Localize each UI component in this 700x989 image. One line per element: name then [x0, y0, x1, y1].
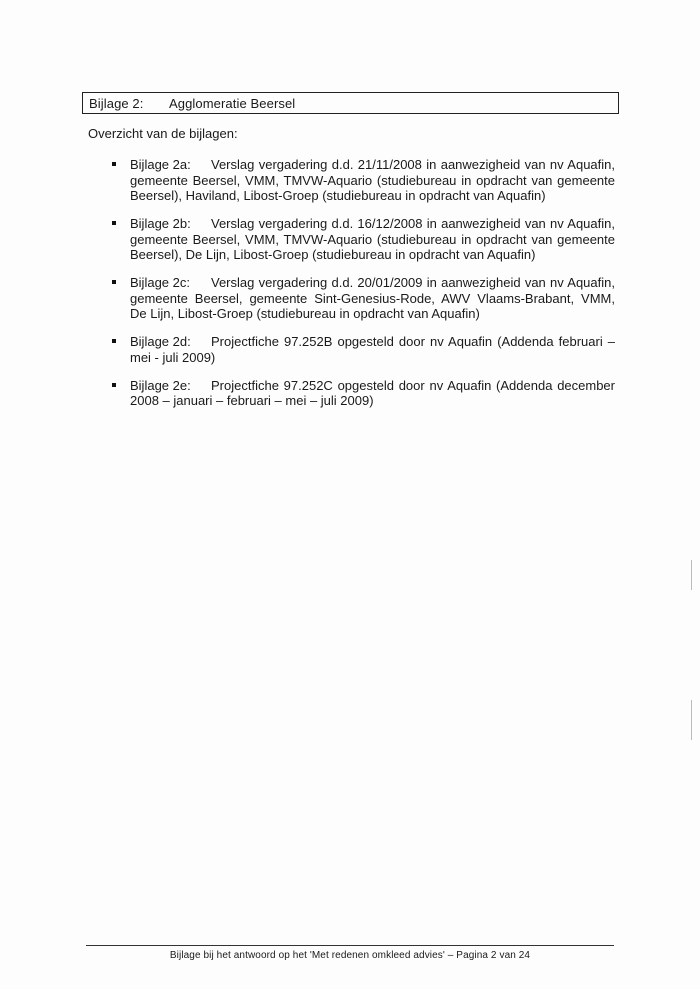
bijlage-description: Projectfiche 97.252C opgesteld door nv Aquafin (Addenda december 2008 – januari – februari – mei – juli 2009)	[130, 377, 615, 408]
section-header	[82, 92, 619, 114]
bijlage-label: Bijlage 2c:	[130, 275, 190, 290]
bijlagen-list	[112, 157, 615, 421]
bijlage-description: Projectfiche 97.252B opgesteld door nv Aquafin (Addenda februari – mei - juli 2009)	[130, 334, 615, 365]
list-item	[112, 378, 615, 409]
bijlage-label: Bijlage 2d:	[130, 334, 191, 349]
bijlage-description: Verslag vergadering d.d. 20/01/2009 in aanwezigheid van nv Aquafin, gemeente Beersel, gemeente Sint-Genesius-Rode, AWV Vlaams-Brabant, VMM, De Lijn, Libost-Groep (studiebureau in opdracht van Aquafin)	[130, 275, 615, 321]
footer-rule	[86, 945, 614, 946]
bijlage-description: Verslag vergadering d.d. 16/12/2008 in aanwezigheid van nv Aquafin, gemeente Beersel, VMM, TMVW-Aquario (studiebureau in opdracht van gemeente Beersel), De Lijn, Libost-Groep (studiebureau in opdracht van Aquafin)	[130, 216, 615, 262]
bullet-icon	[112, 339, 116, 343]
list-item	[112, 216, 615, 263]
list-item	[112, 334, 615, 365]
bijlage-description: Verslag vergadering d.d. 21/11/2008 in aanwezigheid van nv Aquafin, gemeente Beersel, VMM, TMVW-Aquario (studiebureau in opdracht van gemeente Beersel), Haviland, Libost-Groep (studiebureau in opdracht van Aquafin)	[130, 157, 615, 203]
scan-artifact	[691, 560, 692, 590]
page-footer: Bijlage bij het antwoord op het 'Met redenen omkleed advies' – Pagina 2 van 24	[169, 950, 531, 961]
bijlage-label: Bijlage 2b:	[130, 216, 191, 231]
list-item	[112, 157, 615, 204]
bullet-icon	[112, 280, 116, 284]
section-title: Agglomeratie Beersel	[169, 95, 296, 111]
bijlage-label: Bijlage 2a:	[130, 157, 191, 172]
scan-artifact	[691, 700, 692, 740]
intro-text: Overzicht van de bijlagen:	[88, 126, 238, 141]
bijlage-label: Bijlage 2e:	[130, 377, 191, 393]
bullet-icon	[112, 221, 116, 225]
bullet-icon	[112, 162, 116, 166]
section-label: Bijlage 2:	[89, 95, 144, 111]
list-item	[112, 275, 615, 322]
bullet-icon	[112, 383, 116, 387]
